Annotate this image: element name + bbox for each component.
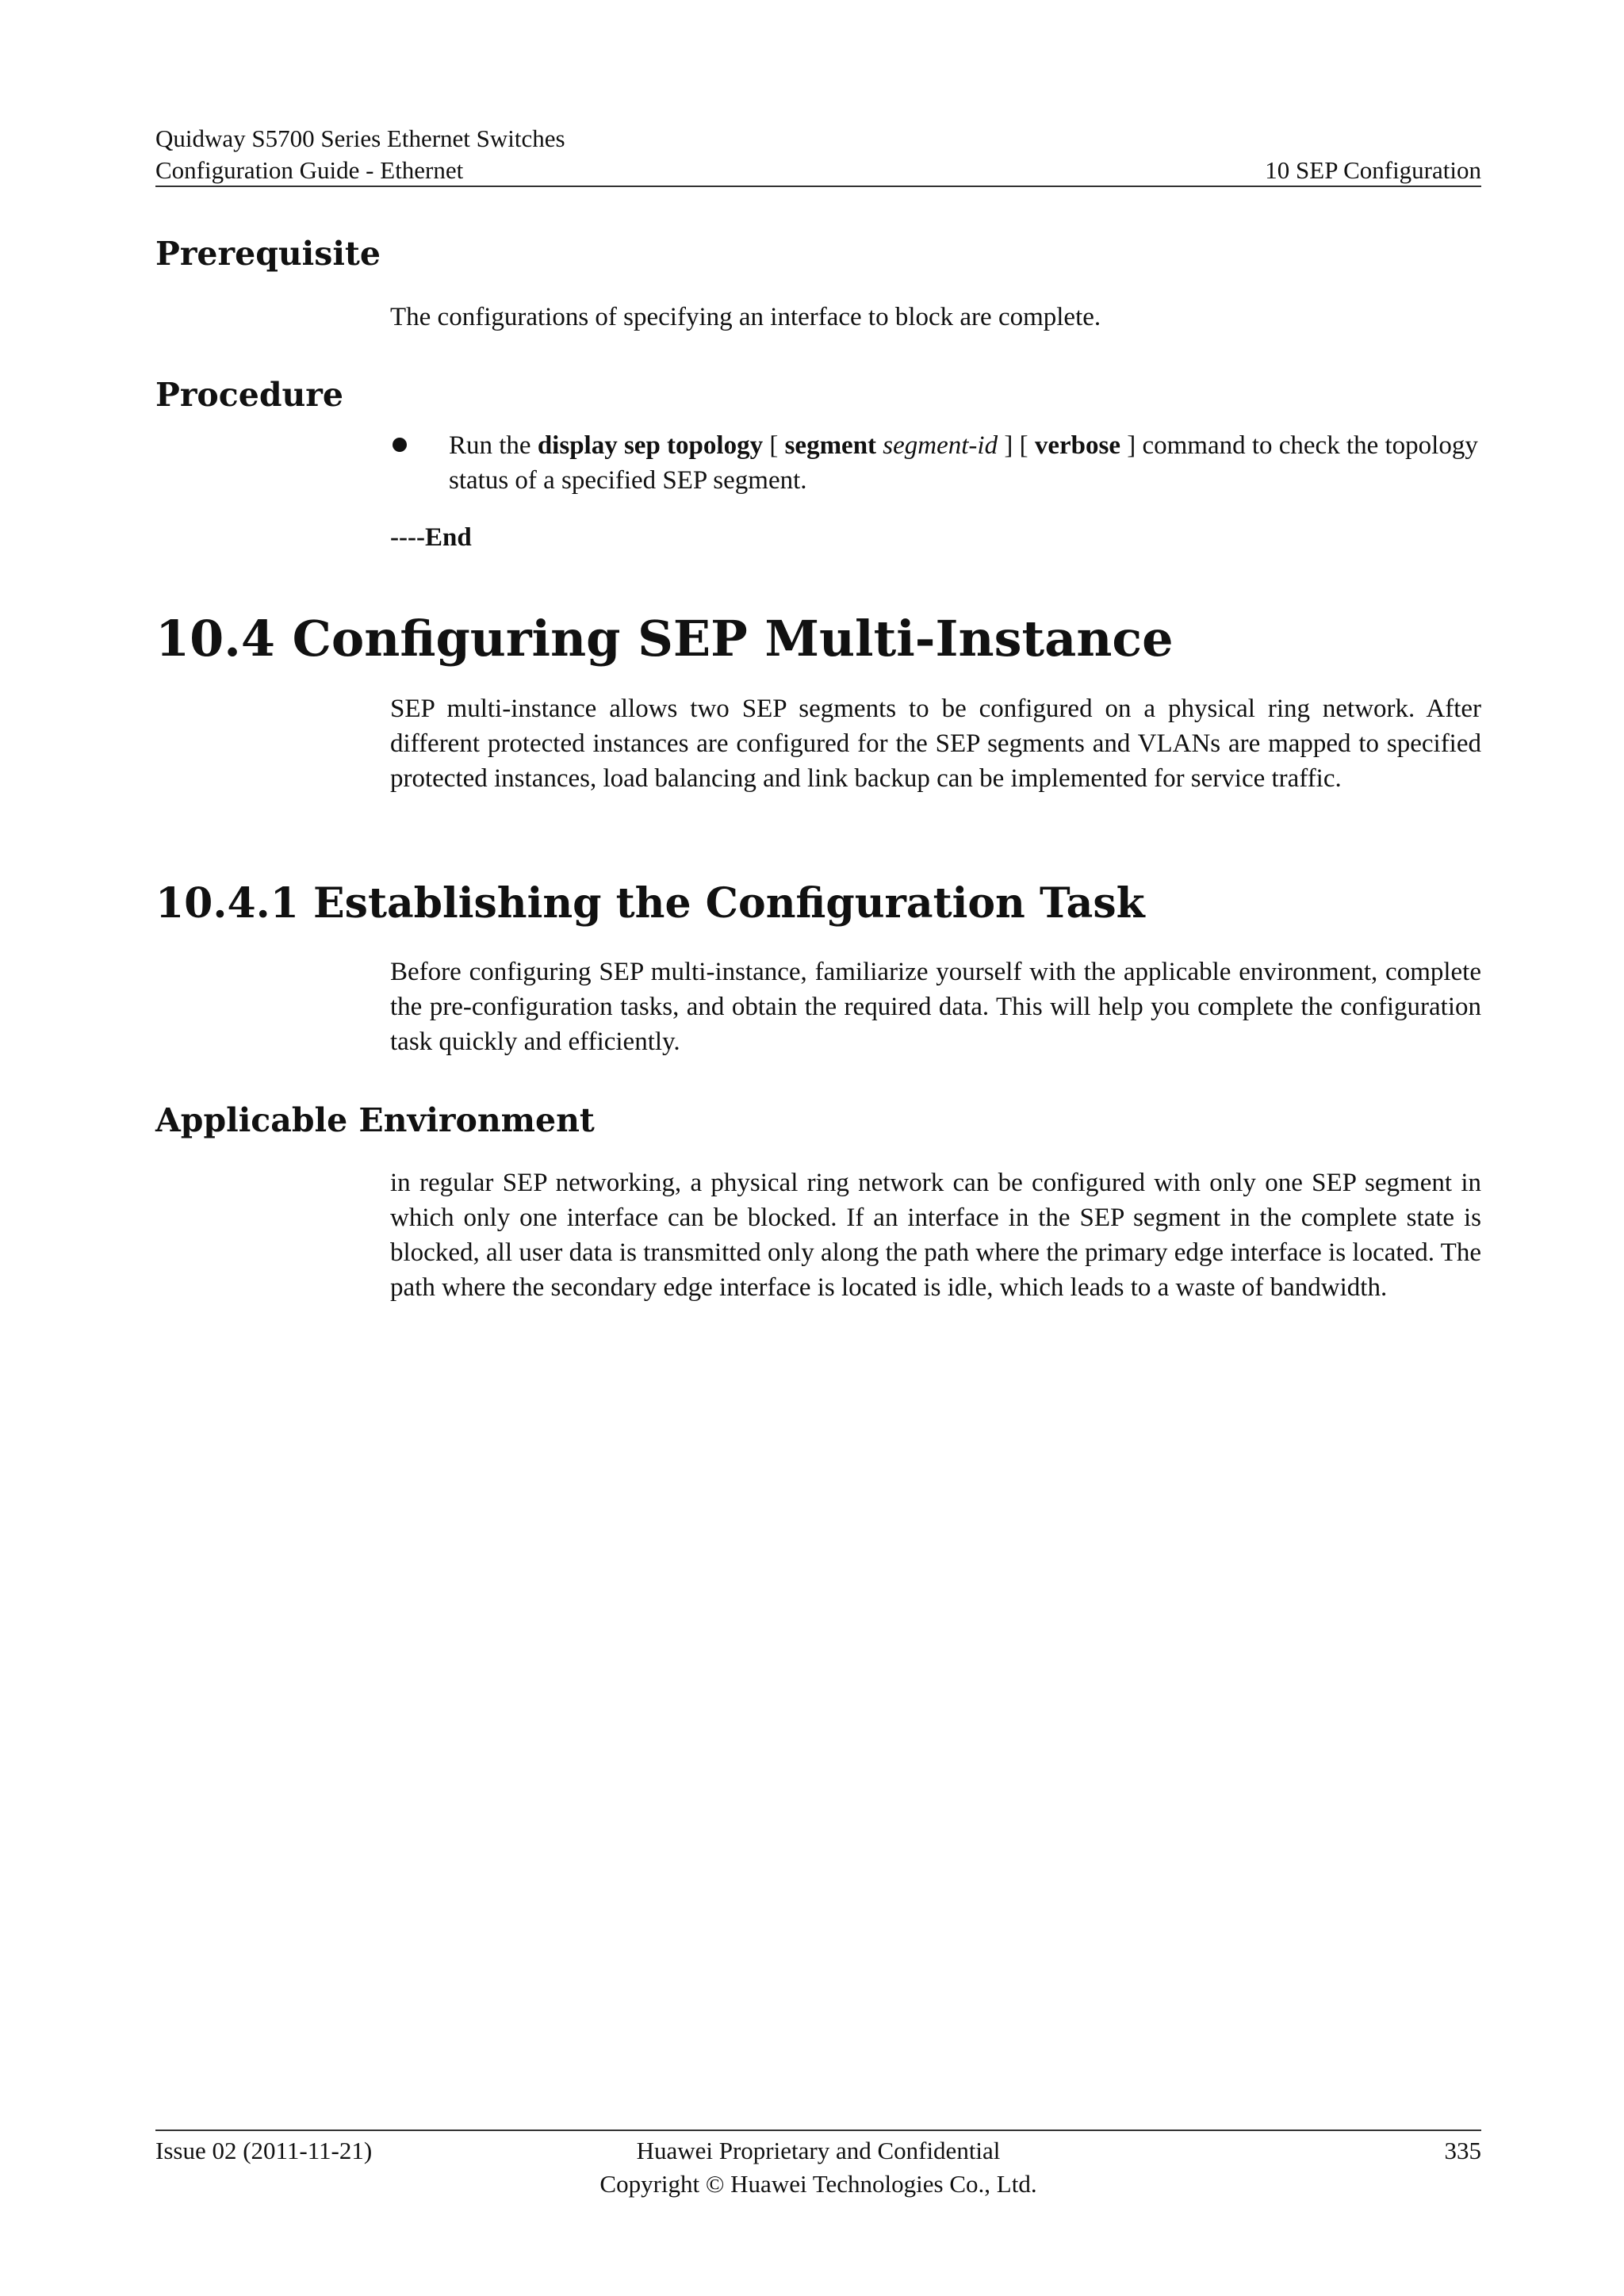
procedure-end-mark: ----End <box>390 523 472 552</box>
page-header <box>155 117 1481 187</box>
command-display-sep-topology: display sep topology <box>537 431 764 460</box>
footer-copyright: Copyright © Huawei Technologies Co., Ltd. <box>599 2170 1037 2198</box>
footer-page-number: 335 <box>1444 2137 1481 2164</box>
keyword-segment: segment <box>784 431 877 460</box>
keyword-verbose: verbose <box>1034 431 1120 460</box>
header-chapter: 10 SEP Configuration <box>1265 156 1481 184</box>
bracket-mid: ] [ <box>998 431 1035 460</box>
applicable-environment-text: in regular SEP networking, a physical ring network can be configured with only one SEP segment in which only one interface can be blocked. If an interface in the SEP segment in the complete state is blocked, all user data is transmitted only along the path where the primary edge interface is located. The path where the secondary edge interface is located is idle, which leads to a waste of bandwidth. <box>390 1169 1481 1302</box>
prerequisite-heading: Prerequisite <box>155 235 381 273</box>
bullet-icon <box>393 438 407 452</box>
procedure-heading: Procedure <box>155 376 343 414</box>
bullet-rest-text: ] command to check the topology status of a specified SEP segment. <box>449 431 1478 495</box>
applicable-environment-heading: Applicable Environment <box>155 1101 595 1139</box>
run-the-text: Run the <box>449 431 538 460</box>
procedure-bullet-text <box>449 428 1481 498</box>
bracket-open: [ <box>763 431 785 460</box>
section-10-4-heading: 10.4 Configuring SEP Multi-Instance <box>155 610 1174 668</box>
page-footer <box>155 2130 1481 2198</box>
header-guide: Configuration Guide - Ethernet <box>155 156 464 184</box>
param-segment-id: segment-id <box>883 431 998 460</box>
section-10-4-1-heading: 10.4.1 Establishing the Configuration Task <box>155 879 1145 928</box>
footer-issue: Issue 02 (2011-11-21) <box>155 2137 373 2164</box>
footer-proprietary: Huawei Proprietary and Confidential <box>636 2137 1001 2164</box>
section-10-4-1-text: Before configuring SEP multi-instance, familiarize yourself with the applicable environment, complete the pre-configuration tasks, and obtain the required data. This will help you complete the configuration task quickly and efficiently. <box>390 958 1481 1056</box>
header-product: Quidway S5700 Series Ethernet Switches <box>155 124 565 152</box>
prerequisite-text: The configurations of specifying an interface to block are complete. <box>390 303 1101 331</box>
section-10-4-text: SEP multi-instance allows two SEP segments to be configured on a physical ring network. After different protected instances are configured for the SEP segments and VLANs are mapped to specified protected instances, load balancing and link backup can be implemented for service traffic. <box>390 695 1481 793</box>
